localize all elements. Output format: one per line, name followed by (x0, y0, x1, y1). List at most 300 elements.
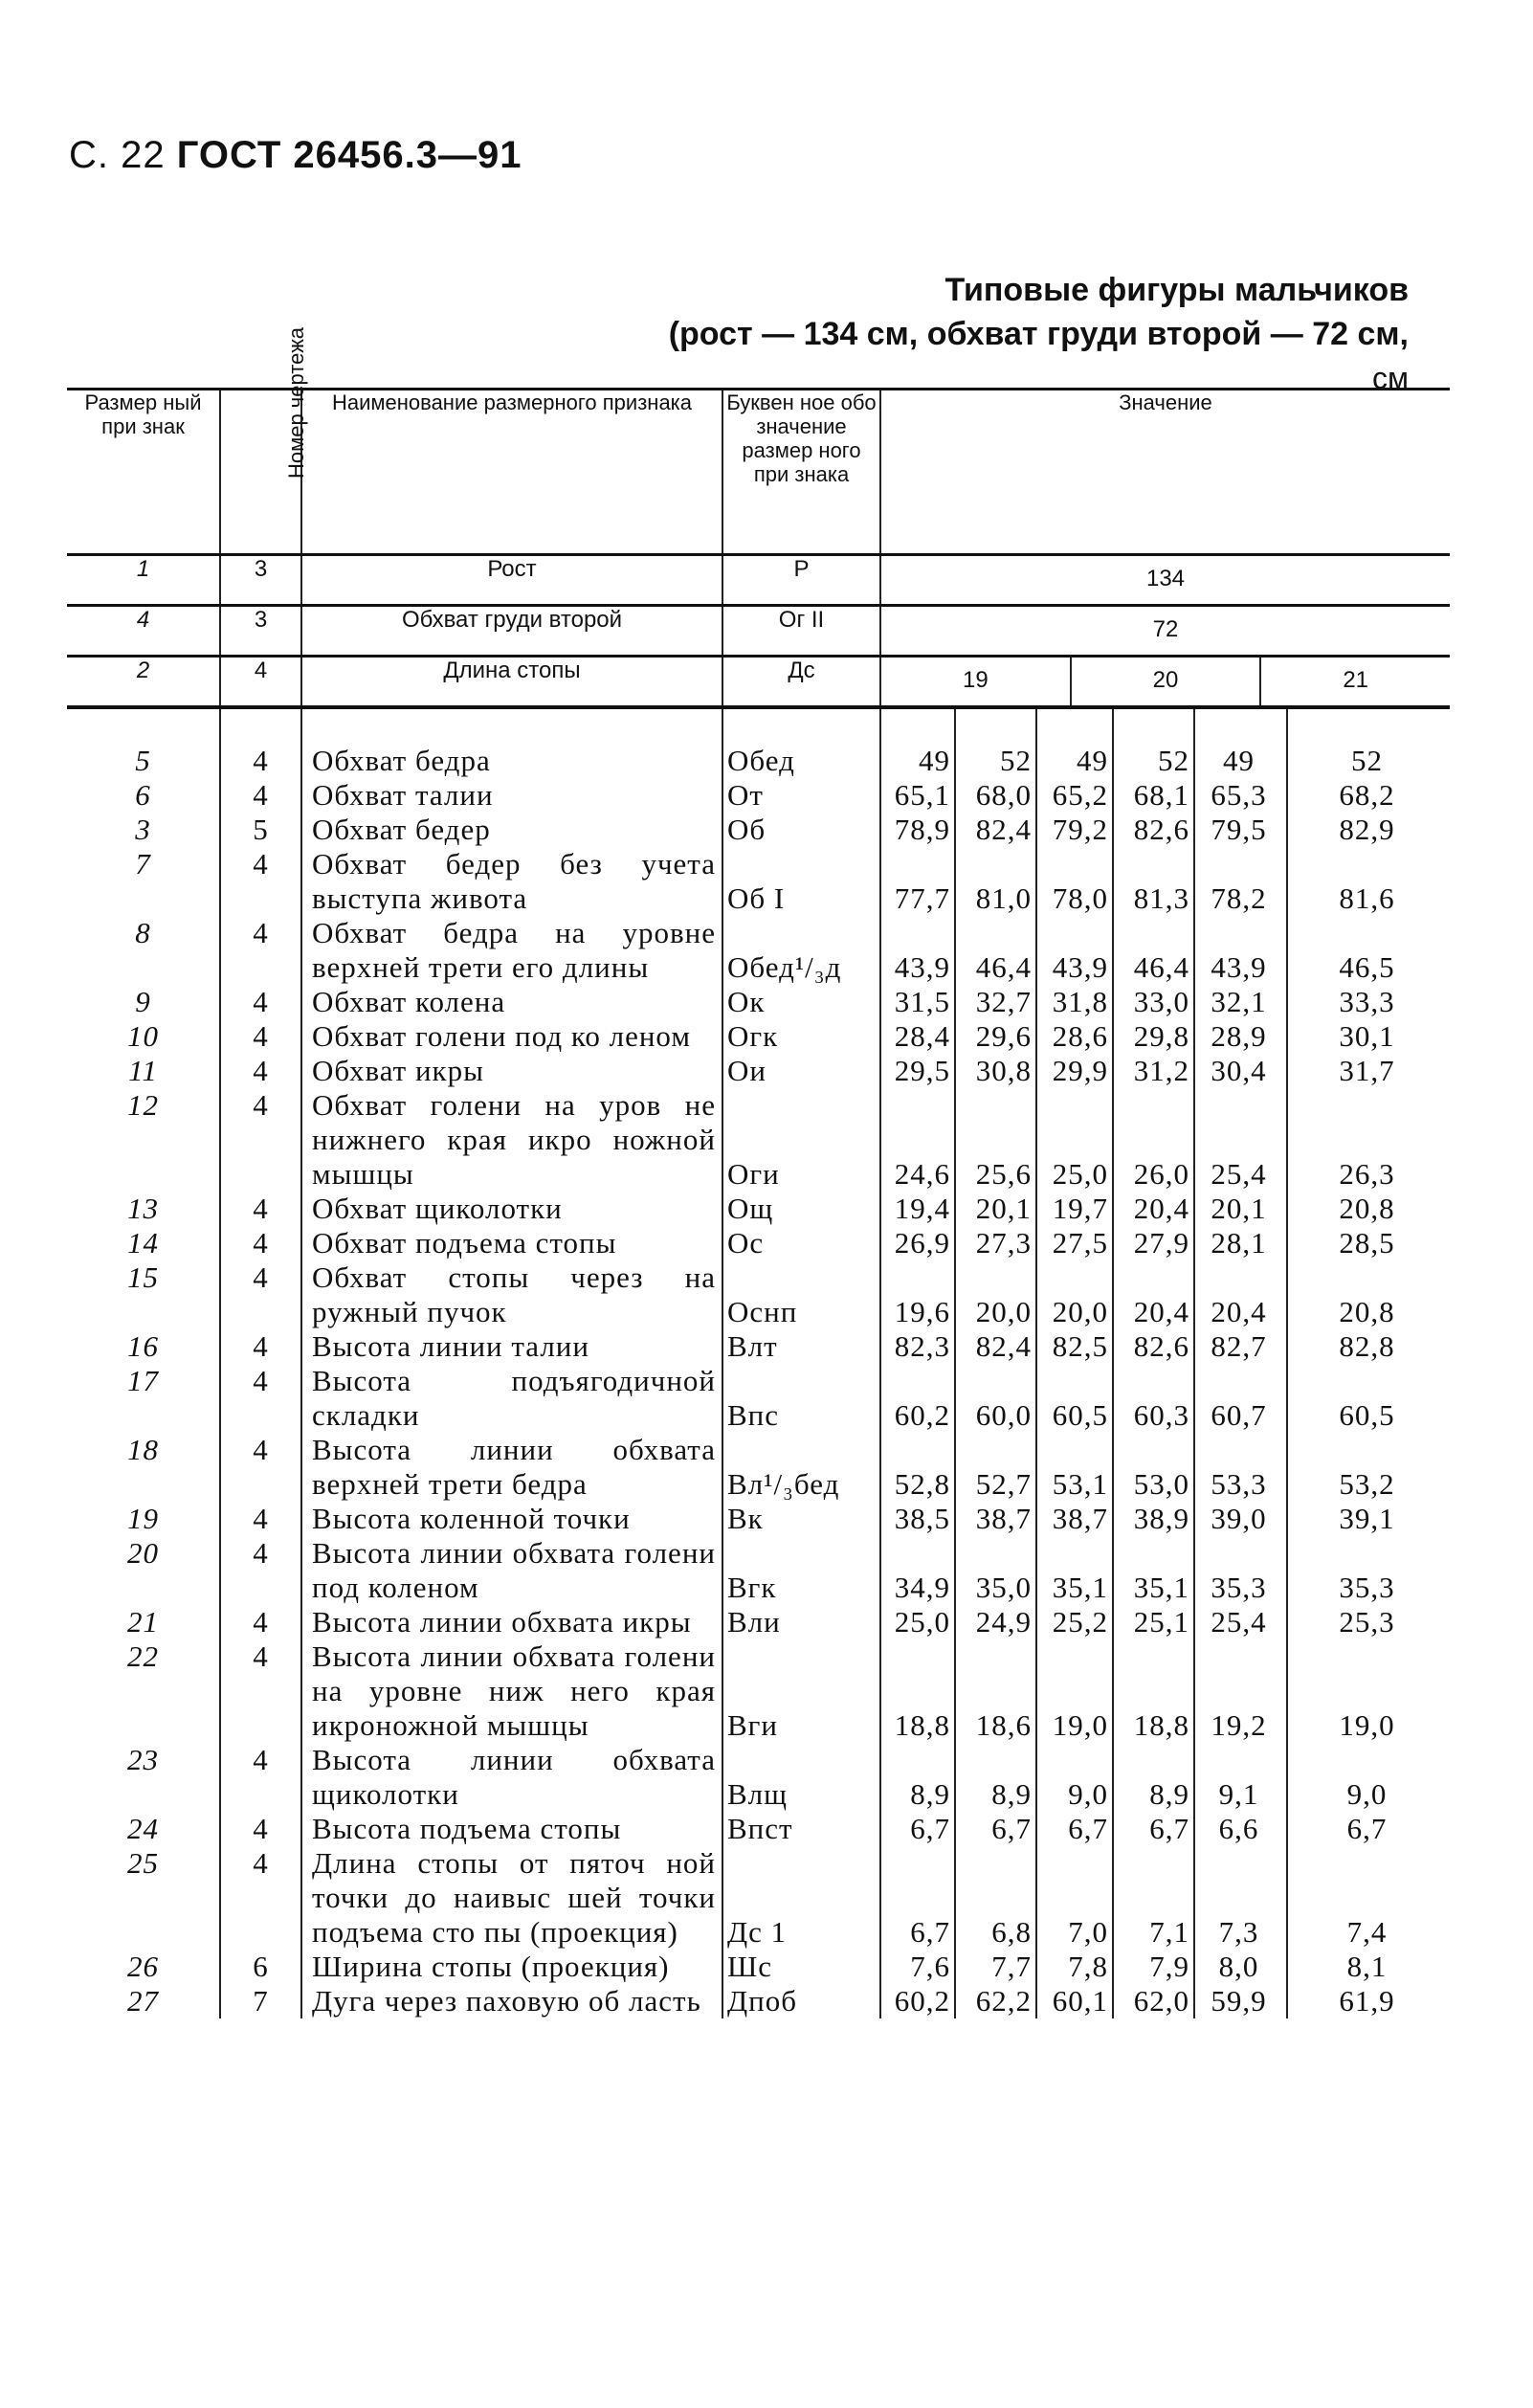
table-row (67, 1605, 1450, 1639)
row-value: 35,0 (955, 1536, 1036, 1605)
row-value: 39,1 (1339, 1502, 1395, 1535)
table-row (67, 1433, 1450, 1502)
row-num: 9 (67, 985, 220, 1019)
row-value: 82,4 (955, 1329, 1036, 1364)
row-code: Влт (722, 1329, 880, 1364)
row-value: 46,4 (1113, 916, 1194, 985)
row-num: 7 (67, 847, 220, 916)
row-value: 52 (1351, 744, 1384, 777)
param-row (67, 555, 1450, 606)
table-row (67, 1950, 1450, 1984)
row-code: Ощ (722, 1192, 880, 1226)
table-row (67, 1743, 1450, 1812)
row-name: Высота линии обхвата верхней трети бедра (301, 1433, 722, 1502)
row-num: 21 (67, 1605, 220, 1639)
row-name: Обхват голени на уров не нижнего края икро ножной мышцы (301, 1088, 722, 1192)
row-value: 31,2 (1113, 1054, 1194, 1088)
row-value: 7,9 (1113, 1950, 1194, 1984)
row-value: 27,9 (1113, 1226, 1194, 1260)
row-num: 13 (67, 1192, 220, 1226)
row-value: 35,1 (1036, 1536, 1113, 1605)
param-name: Обхват груди второй (301, 606, 722, 657)
param-value: 72 (1152, 616, 1179, 642)
table-row (67, 985, 1450, 1019)
row-num: 16 (67, 1329, 220, 1364)
row-value: 60,5 (1339, 1398, 1395, 1432)
table-row (67, 1192, 1450, 1226)
row-value: 68,2 (1339, 778, 1395, 812)
row-num: 8 (67, 916, 220, 985)
param-name: Рост (301, 555, 722, 606)
row-value: 25,4 (1194, 1088, 1287, 1192)
row-value: 7,6 (880, 1950, 955, 1984)
row-value: 19,2 (1194, 1639, 1287, 1743)
row-value: 18,8 (1113, 1639, 1194, 1743)
row-value: 18,8 (880, 1639, 955, 1743)
table-row (67, 707, 1450, 778)
row-value: 20,1 (955, 1192, 1036, 1226)
row-num: 20 (67, 1536, 220, 1605)
row-value: 60,3 (1113, 1364, 1194, 1433)
row-value: 53,2 (1339, 1467, 1395, 1501)
row-code: Оснп (722, 1260, 880, 1329)
row-drawing: 4 (220, 1846, 301, 1950)
row-drawing: 4 (220, 778, 301, 813)
row-value: 19,0 (1339, 1708, 1395, 1742)
table-row (67, 1364, 1450, 1433)
row-value: 39,0 (1194, 1502, 1287, 1536)
row-code: Обед¹/₃д (722, 916, 880, 985)
row-drawing: 4 (220, 1192, 301, 1226)
row-value: 6,7 (955, 1812, 1036, 1846)
col-drawing-no: Номер чертежа (220, 390, 301, 555)
row-value: 7,1 (1113, 1846, 1194, 1950)
row-value: 20,4 (1113, 1192, 1194, 1226)
row-value: 33,3 (1339, 985, 1395, 1018)
row-value: 7,3 (1194, 1846, 1287, 1950)
param-row (67, 606, 1450, 657)
row-drawing: 4 (220, 1054, 301, 1088)
row-code: Вл¹/₃бед (722, 1433, 880, 1502)
row-value: 52,8 (880, 1433, 955, 1502)
row-value: 6,7 (1346, 1812, 1388, 1845)
row-value: 49 (880, 707, 955, 778)
row-code: Огк (722, 1019, 880, 1054)
row-num: 14 (67, 1226, 220, 1260)
row-value: 38,7 (1036, 1502, 1113, 1536)
param-values (880, 555, 1450, 606)
data-rows (67, 707, 1450, 2018)
row-name: Ширина стопы (проекция) (301, 1950, 722, 1984)
row-name: Обхват бедер без учета выступа живота (301, 847, 722, 916)
row-value: 43,9 (1194, 916, 1287, 985)
row-value: 30,4 (1194, 1054, 1287, 1088)
row-num: 26 (67, 1950, 220, 1984)
row-value: 29,8 (1113, 1019, 1194, 1054)
row-value: 24,9 (955, 1605, 1036, 1639)
row-code: Об I (722, 847, 880, 916)
param-code: Дс (722, 657, 880, 708)
row-value: 46,5 (1339, 950, 1395, 984)
param-values (880, 606, 1450, 657)
row-num: 22 (67, 1639, 220, 1743)
row-value: 8,1 (1346, 1950, 1388, 1983)
col-value: Значение (880, 390, 1450, 555)
row-value: 53,0 (1113, 1433, 1194, 1502)
table-heading (547, 268, 1409, 400)
row-name: Обхват голени под ко леном (301, 1019, 722, 1054)
row-value: 26,0 (1113, 1088, 1194, 1192)
row-name: Обхват колена (301, 985, 722, 1019)
table-row (67, 1536, 1450, 1605)
row-drawing: 4 (220, 707, 301, 778)
row-drawing: 4 (220, 1019, 301, 1054)
row-name: Обхват бедра на уровне верхней трети его длины (301, 916, 722, 985)
row-value: 68,1 (1113, 778, 1194, 813)
row-value: 29,6 (955, 1019, 1036, 1054)
row-value: 20,0 (1036, 1260, 1113, 1329)
row-value: 82,8 (1339, 1329, 1395, 1363)
row-value: 59,9 (1194, 1984, 1287, 2018)
row-value: 60,7 (1194, 1364, 1287, 1433)
table-row (67, 1639, 1450, 1743)
row-name: Дуга через паховую об ласть (301, 1984, 722, 2018)
row-name: Высота линии обхвата икры (301, 1605, 722, 1639)
row-code: Шс (722, 1950, 880, 1984)
row-name: Высота линии обхвата щиколотки (301, 1743, 722, 1812)
row-drawing: 6 (220, 1950, 301, 1984)
table-row (67, 916, 1450, 985)
row-value: 78,2 (1194, 847, 1287, 916)
row-value: 20,8 (1339, 1295, 1395, 1328)
row-drawing: 4 (220, 1226, 301, 1260)
row-value: 9,0 (1346, 1777, 1388, 1811)
row-value: 20,8 (1339, 1192, 1395, 1225)
row-value: 35,3 (1194, 1536, 1287, 1605)
row-name: Обхват подъема стопы (301, 1226, 722, 1260)
row-value: 25,2 (1036, 1605, 1113, 1639)
row-code: Влщ (722, 1743, 880, 1812)
row-value: 79,2 (1036, 813, 1113, 847)
row-value: 61,9 (1339, 1984, 1395, 2018)
table-row (67, 1329, 1450, 1364)
param-row (67, 657, 1450, 708)
table-row (67, 1846, 1450, 1950)
row-value: 82,9 (1339, 813, 1395, 846)
row-value: 9,1 (1194, 1743, 1287, 1812)
row-value: 8,9 (1113, 1743, 1194, 1812)
row-value: 28,9 (1194, 1019, 1287, 1054)
param-num: 4 (67, 606, 220, 657)
row-drawing: 4 (220, 847, 301, 916)
row-value: 25,6 (955, 1088, 1036, 1192)
page-header (69, 134, 522, 177)
row-value: 62,2 (955, 1984, 1036, 2018)
row-value: 20,0 (955, 1260, 1036, 1329)
row-drawing: 4 (220, 1743, 301, 1812)
param-drawing: 4 (220, 657, 301, 708)
table-row (67, 1054, 1450, 1088)
row-value: 82,7 (1194, 1329, 1287, 1364)
row-value: 25,3 (1339, 1605, 1395, 1639)
row-value: 43,9 (880, 916, 955, 985)
row-value: 60,5 (1036, 1364, 1113, 1433)
row-num: 18 (67, 1433, 220, 1502)
row-code: Оги (722, 1088, 880, 1192)
row-value: 65,2 (1036, 778, 1113, 813)
col-letter: Буквен ное обо значение размер ного при знака (722, 390, 880, 555)
row-name: Обхват бедра (301, 707, 722, 778)
table-row (67, 1812, 1450, 1846)
row-drawing: 4 (220, 1433, 301, 1502)
col-size-feature: Размер ный при знак (67, 390, 220, 555)
param-num: 1 (67, 555, 220, 606)
row-drawing: 4 (220, 1329, 301, 1364)
row-value: 52,7 (955, 1433, 1036, 1502)
row-value: 6,8 (955, 1846, 1036, 1950)
row-value: 19,7 (1036, 1192, 1113, 1226)
row-num: 15 (67, 1260, 220, 1329)
row-value: 19,6 (880, 1260, 955, 1329)
row-value: 20,4 (1194, 1260, 1287, 1329)
row-drawing: 7 (220, 1984, 301, 2018)
row-num: 5 (67, 707, 220, 778)
row-drawing: 4 (220, 1812, 301, 1846)
row-value: 49 (1194, 707, 1287, 778)
row-value: 30,8 (955, 1054, 1036, 1088)
row-value: 6,7 (1036, 1812, 1113, 1846)
row-num: 27 (67, 1984, 220, 2018)
param-value: 21 (1343, 667, 1369, 693)
row-code: Дс 1 (722, 1846, 880, 1950)
row-value: 32,1 (1194, 985, 1287, 1019)
param-values (880, 657, 1450, 708)
row-value: 25,0 (880, 1605, 955, 1639)
row-name: Высота линии обхвата голени под коленом (301, 1536, 722, 1605)
table-unit: см (1372, 361, 1409, 395)
row-value: 25,4 (1194, 1605, 1287, 1639)
row-drawing: 4 (220, 1502, 301, 1536)
row-value: 81,6 (1339, 881, 1395, 915)
row-code: Ос (722, 1226, 880, 1260)
row-value: 31,5 (880, 985, 955, 1019)
row-value: 65,1 (880, 778, 955, 813)
row-value: 8,9 (955, 1743, 1036, 1812)
row-code: Впс (722, 1364, 880, 1433)
row-value: 82,6 (1113, 1329, 1194, 1364)
row-code: От (722, 778, 880, 813)
row-drawing: 5 (220, 813, 301, 847)
row-name: Обхват икры (301, 1054, 722, 1088)
row-value: 26,3 (1339, 1157, 1395, 1191)
row-value: 6,7 (880, 1812, 955, 1846)
row-value: 82,4 (955, 813, 1036, 847)
row-value: 43,9 (1036, 916, 1113, 985)
row-value: 6,7 (880, 1846, 955, 1950)
row-value: 20,4 (1113, 1260, 1194, 1329)
row-value: 28,4 (880, 1019, 955, 1054)
header-row (67, 390, 1450, 555)
param-code: Р (722, 555, 880, 606)
row-value: 65,3 (1194, 778, 1287, 813)
row-value: 53,1 (1036, 1433, 1113, 1502)
table-row (67, 778, 1450, 813)
table-row (67, 1226, 1450, 1260)
row-value: 35,3 (1339, 1571, 1395, 1604)
row-drawing: 4 (220, 1536, 301, 1605)
row-name: Высота линии талии (301, 1329, 722, 1364)
table-row (67, 1260, 1450, 1329)
row-num: 23 (67, 1743, 220, 1812)
row-value: 38,7 (955, 1502, 1036, 1536)
table-row (67, 1502, 1450, 1536)
row-code: Ок (722, 985, 880, 1019)
row-value: 28,5 (1339, 1226, 1395, 1260)
row-drawing: 4 (220, 1260, 301, 1329)
row-drawing: 4 (220, 1088, 301, 1192)
row-value: 53,3 (1194, 1433, 1287, 1502)
table-row (67, 847, 1450, 916)
row-drawing: 4 (220, 985, 301, 1019)
table-row (67, 1019, 1450, 1054)
row-value: 60,2 (880, 1364, 955, 1433)
row-value: 38,5 (880, 1502, 955, 1536)
row-value: 82,3 (880, 1329, 955, 1364)
row-value: 68,0 (955, 778, 1036, 813)
row-value: 29,9 (1036, 1054, 1113, 1088)
row-value: 34,9 (880, 1536, 955, 1605)
row-value: 25,0 (1036, 1088, 1113, 1192)
row-value: 20,1 (1194, 1192, 1287, 1226)
row-value: 38,9 (1113, 1502, 1194, 1536)
row-code: Ои (722, 1054, 880, 1088)
row-code: Об (722, 813, 880, 847)
row-drawing: 4 (220, 916, 301, 985)
row-value: 6,7 (1113, 1812, 1194, 1846)
row-name: Обхват талии (301, 778, 722, 813)
row-value: 26,9 (880, 1226, 955, 1260)
row-value: 28,1 (1194, 1226, 1287, 1260)
col-name: Наименование размерного признака (301, 390, 722, 555)
row-drawing: 4 (220, 1364, 301, 1433)
table-row (67, 813, 1450, 847)
param-value: 134 (1145, 566, 1186, 591)
row-value: 81,3 (1113, 847, 1194, 916)
row-value: 60,2 (880, 1984, 955, 2018)
row-name: Длина стопы от пяточ ной точки до наивыс шей точки подъема сто пы (проекция) (301, 1846, 722, 1950)
row-code: Дпоб (722, 1984, 880, 2018)
table-subtitle: (рост — 134 см, обхват груди второй — 72 см, (668, 316, 1409, 352)
row-code: Вги (722, 1639, 880, 1743)
page-number: С. 22 (69, 134, 166, 176)
row-value: 25,1 (1113, 1605, 1194, 1639)
row-value: 82,5 (1036, 1329, 1113, 1364)
row-num: 10 (67, 1019, 220, 1054)
row-value: 19,4 (880, 1192, 955, 1226)
table-title: Типовые фигуры мальчиков (944, 272, 1409, 308)
row-drawing: 4 (220, 1605, 301, 1639)
row-name: Высота коленной точки (301, 1502, 722, 1536)
row-value: 78,9 (880, 813, 955, 847)
row-value: 60,1 (1036, 1984, 1113, 2018)
row-value: 7,4 (1346, 1915, 1388, 1949)
param-drawing: 3 (220, 606, 301, 657)
row-num: 12 (67, 1088, 220, 1192)
row-value: 82,6 (1113, 813, 1194, 847)
row-name: Высота линии обхвата голени на уровне ниж него края икроножной мышцы (301, 1639, 722, 1743)
row-value: 7,0 (1036, 1846, 1113, 1950)
row-value: 8,0 (1194, 1950, 1287, 1984)
row-code: Впст (722, 1812, 880, 1846)
row-value: 49 (1036, 707, 1113, 778)
row-value: 27,3 (955, 1226, 1036, 1260)
standard-code: ГОСТ 26456.3—91 (176, 134, 522, 176)
row-value: 60,0 (955, 1364, 1036, 1433)
param-name: Длина стопы (301, 657, 722, 708)
row-value: 79,5 (1194, 813, 1287, 847)
row-value: 18,6 (955, 1639, 1036, 1743)
row-value: 52 (955, 707, 1036, 778)
row-name: Обхват стопы через на ружный пучок (301, 1260, 722, 1329)
table-row (67, 1088, 1450, 1192)
row-code: Вли (722, 1605, 880, 1639)
row-value: 19,0 (1036, 1639, 1113, 1743)
row-num: 11 (67, 1054, 220, 1088)
param-value: 20 (1072, 658, 1262, 705)
row-value: 27,5 (1036, 1226, 1113, 1260)
row-num: 6 (67, 778, 220, 813)
row-value: 31,7 (1339, 1054, 1395, 1087)
row-value: 7,8 (1036, 1950, 1113, 1984)
row-value: 8,9 (880, 1743, 955, 1812)
row-value: 24,6 (880, 1088, 955, 1192)
row-value: 9,0 (1036, 1743, 1113, 1812)
row-name: Высота подъема стопы (301, 1812, 722, 1846)
row-value: 62,0 (1113, 1984, 1194, 2018)
row-value: 31,8 (1036, 985, 1113, 1019)
param-drawing: 3 (220, 555, 301, 606)
row-drawing: 4 (220, 1639, 301, 1743)
row-value: 29,5 (880, 1054, 955, 1088)
row-code: Вгк (722, 1536, 880, 1605)
table-row (67, 1984, 1450, 2018)
row-value: 46,4 (955, 916, 1036, 985)
row-value: 77,7 (880, 847, 955, 916)
param-num: 2 (67, 657, 220, 708)
param-code: Ог II (722, 606, 880, 657)
row-value: 35,1 (1113, 1536, 1194, 1605)
row-name: Обхват бедер (301, 813, 722, 847)
row-value: 78,0 (1036, 847, 1113, 916)
row-num: 3 (67, 813, 220, 847)
row-value: 30,1 (1339, 1019, 1395, 1053)
row-code: Вк (722, 1502, 880, 1536)
row-value: 33,0 (1113, 985, 1194, 1019)
row-name: Высота подъягодичной складки (301, 1364, 722, 1433)
row-name: Обхват щиколотки (301, 1192, 722, 1226)
row-num: 17 (67, 1364, 220, 1433)
param-rows (67, 555, 1450, 708)
param-value: 19 (881, 658, 1072, 705)
row-code: Обед (722, 707, 880, 778)
row-value: 32,7 (955, 985, 1036, 1019)
row-num: 25 (67, 1846, 220, 1950)
row-value: 81,0 (955, 847, 1036, 916)
row-value: 6,6 (1194, 1812, 1287, 1846)
row-value: 7,7 (955, 1950, 1036, 1984)
row-num: 19 (67, 1502, 220, 1536)
row-num: 24 (67, 1812, 220, 1846)
